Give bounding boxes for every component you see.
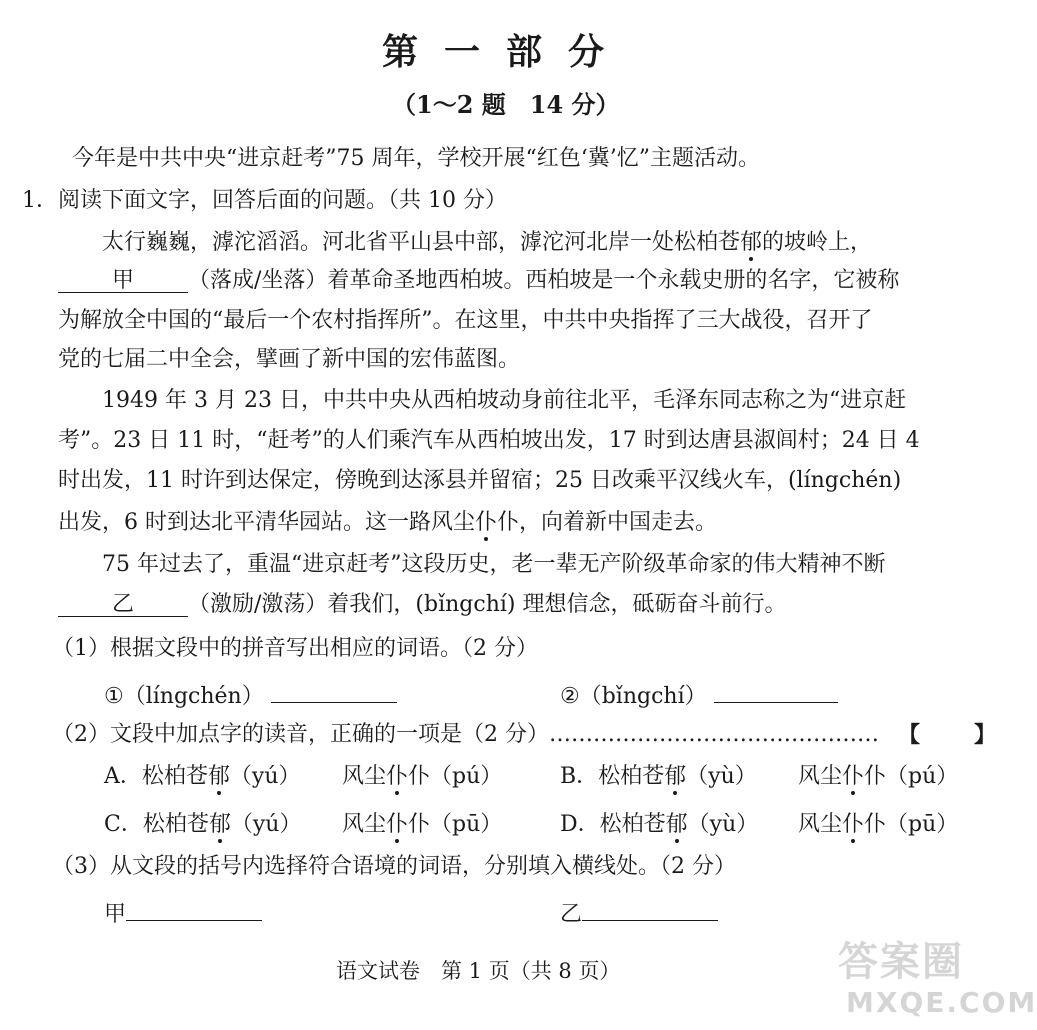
passage-text: 的坡岭上， — [762, 230, 873, 255]
option-d[interactable] — [560, 810, 758, 840]
passage-p1-line3: 为解放全中国的“最后一个农村指挥所”。在这里，中共中央指挥了三大战役，召开了 — [58, 308, 873, 333]
reading: 仆（pú） — [408, 764, 503, 789]
section-subtitle: （1～2 题 14 分） — [392, 90, 620, 119]
reading: （yù） — [687, 812, 759, 837]
option-label: B．松柏苍 — [560, 764, 665, 789]
option-d-second — [798, 810, 958, 840]
dotted-char: 仆 — [386, 812, 409, 837]
reading: （yù） — [686, 764, 757, 789]
question-text: （2）文段中加点字的读音，正确的一项是（2 分）……………………………………… — [52, 722, 879, 747]
passage-p3-line1: 75 年过去了，重温“进京赶考”这段历史，老一辈无产阶级革命家的伟大精神不断 — [102, 552, 886, 577]
subquestion-3-yi — [560, 894, 718, 930]
option-word: 风尘 — [798, 812, 843, 837]
option-label: D．松柏苍 — [560, 812, 666, 837]
intro-text: 今年是中共中央“进京赶考”75 周年，学校开展“红色‘冀’忆”主题活动。 — [72, 146, 760, 171]
dotted-char-yu: 郁 — [740, 230, 763, 255]
reading: 仆（pú） — [864, 764, 959, 789]
passage-text: （落成/坐落）着革命圣地西柏坡。西柏坡是一个永载史册的名字，它被称 — [188, 268, 900, 293]
watermark-sub: MXQE.COM — [846, 986, 1037, 1019]
passage-text: 太行巍巍，滹沱滔滔。河北省平山县中部，滹沱河北岸一处松柏苍 — [102, 230, 741, 255]
option-label: C．松柏苍 — [104, 812, 209, 837]
reading: 仆（pū） — [408, 812, 503, 837]
subquestion-1-item1 — [104, 676, 397, 712]
pinyin-prompt: ①（língchén） — [104, 684, 264, 709]
passage-p2-line4 — [58, 508, 717, 538]
dotted-char: 仆 — [386, 764, 409, 789]
dotted-char-pu: 仆 — [475, 510, 498, 535]
option-c[interactable] — [104, 810, 301, 840]
page-footer: 语文试卷 第 1 页（共 8 页） — [336, 959, 621, 983]
subquestion-1-item2 — [560, 676, 838, 712]
reading: （yú） — [230, 812, 302, 837]
reading: 仆（pū） — [864, 812, 959, 837]
option-c-second — [342, 810, 502, 840]
answer-bracket-close: 】 — [974, 722, 997, 748]
watermark-main: 答案圈 — [838, 939, 964, 985]
dotted-char: 仆 — [842, 764, 865, 789]
subquestion-2-stem — [52, 720, 879, 750]
option-word: 风尘 — [798, 764, 843, 789]
blank-label-jia: 甲 — [104, 902, 127, 927]
passage-p1-line1 — [102, 228, 872, 258]
option-label: A．松柏苍 — [104, 764, 208, 789]
blank-label-yi: 乙 — [560, 902, 583, 927]
passage-p2-line1: 1949 年 3 月 23 日，中共中央从西柏坡动身前往北平，毛泽东同志称之为“进京赶 — [102, 388, 907, 413]
passage-text: 仆，向着新中国走去。 — [497, 510, 718, 535]
answer-blank-jia[interactable] — [126, 894, 262, 921]
dotted-char: 郁 — [664, 764, 687, 789]
dotted-char: 郁 — [665, 812, 688, 837]
pinyin-prompt: ②（bǐngchí） — [560, 684, 707, 709]
page-title: 第一部分 — [382, 31, 631, 73]
dotted-char: 郁 — [207, 764, 230, 789]
option-word: 风尘 — [342, 812, 387, 837]
passage-p2-line3: 时出发，11 时许到达保定，傍晚到达涿县并留宿；25 日改乘平汉线火车，(língchén) — [58, 468, 902, 493]
option-b[interactable] — [560, 762, 757, 792]
subquestion-1-stem: （1）根据文段中的拼音写出相应的词语。（2 分） — [52, 636, 538, 661]
passage-p2-line2: 考”。23 日 11 时，“赶考”的人们乘汽车从西柏坡出发，17 时到达唐县淑闾村；24 日 4 — [58, 428, 920, 453]
subquestion-3-jia — [104, 894, 262, 930]
passage-text: 出发，6 时到达北平清华园站。这一路风尘 — [58, 510, 475, 535]
answer-blank-2[interactable] — [714, 676, 838, 703]
answer-bracket-open: 【 — [898, 722, 921, 748]
blank-yi: 乙 — [58, 590, 188, 617]
reading: （yú） — [229, 764, 301, 789]
passage-p1-line4: 党的七届二中全会，擘画了新中国的宏伟蓝图。 — [58, 347, 521, 372]
option-b-second — [798, 762, 958, 792]
option-word: 风尘 — [342, 764, 387, 789]
answer-blank-yi[interactable] — [582, 894, 718, 921]
answer-blank-1[interactable] — [271, 676, 397, 703]
passage-p3-line2 — [58, 590, 786, 620]
dotted-char: 仆 — [842, 812, 865, 837]
passage-p1-line2 — [58, 266, 899, 296]
dotted-char: 郁 — [208, 812, 231, 837]
blank-jia: 甲 — [58, 266, 188, 293]
passage-text: （激励/激荡）着我们，(bǐngchí) 理想信念，砥砺奋斗前行。 — [188, 592, 787, 617]
option-a-second — [342, 762, 502, 792]
question-1-stem: 1．阅读下面文字，回答后面的问题。（共 10 分） — [22, 188, 507, 213]
option-a[interactable] — [104, 762, 301, 792]
subquestion-3-stem: （3）从文段的括号内选择符合语境的词语，分别填入横线处。（2 分） — [52, 854, 736, 879]
watermark-logo — [838, 930, 1037, 1025]
